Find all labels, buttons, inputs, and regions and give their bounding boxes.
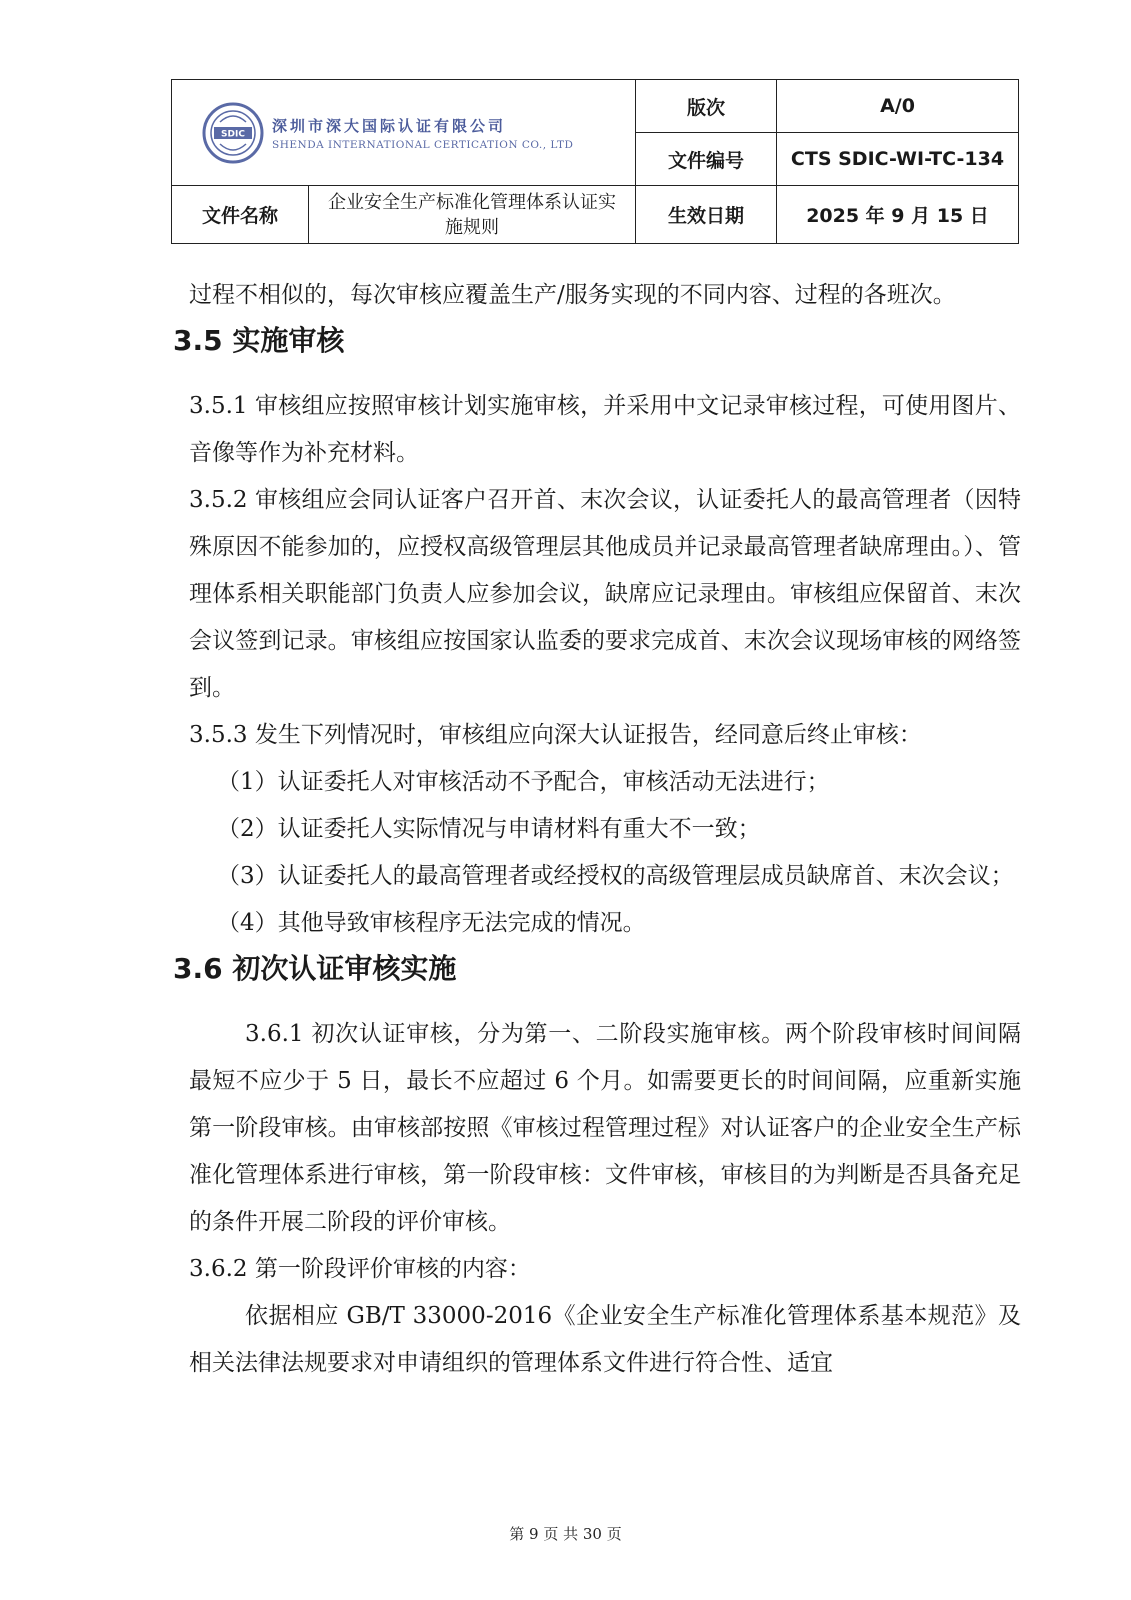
company-name-en: SHENDA INTERNATIONAL CERTICATION CO., LTD: [272, 138, 574, 151]
paragraph-3-6-2-body: 依据相应 GB/T 33000-2016《企业安全生产标准化管理体系基本规范》及相关法律法规要求对申请组织的管理体系文件进行符合性、适宜: [189, 1303, 1021, 1376]
svg-text:SDIC: SDIC: [221, 129, 245, 139]
page-number: 第 9 页 共 30 页: [509, 1525, 622, 1543]
paragraph-3-5-3: 3.5.3 发生下列情况时，审核组应向深大认证报告，经同意后终止审核：: [189, 722, 922, 748]
doc-number-value: CTS SDIC-WI-TC-134: [777, 133, 1019, 186]
list-item-4: （4）其他导致审核程序无法完成的情况。: [217, 910, 646, 936]
doc-name-value: 企业安全生产标准化管理体系认证实施规则: [309, 186, 636, 244]
document-body: [173, 272, 1021, 1387]
doc-name-label: 文件名称: [172, 186, 309, 244]
paragraph-continued: 过程不相似的，每次审核应覆盖生产/服务实现的不同内容、过程的各班次。: [189, 282, 956, 308]
version-label: 版次: [636, 80, 777, 133]
company-logo-cell: [172, 80, 636, 186]
doc-number-label: 文件编号: [636, 133, 777, 186]
document-header-table: [171, 79, 1019, 244]
company-name-cn: 深圳市深大国际认证有限公司: [272, 116, 507, 135]
company-seal-icon: [202, 102, 264, 164]
paragraph-3-5-1: 3.5.1 审核组应按照审核计划实施审核，并采用中文记录审核过程，可使用图片、音像等作为补充材料。: [189, 393, 1021, 466]
section-heading-3-5: 3.5 实施审核: [173, 324, 345, 357]
paragraph-3-6-2: 3.6.2 第一阶段评价审核的内容：: [189, 1256, 531, 1282]
effective-date-value: 2025 年 9 月 15 日: [777, 186, 1019, 244]
paragraph-3-5-2: 3.5.2 审核组应会同认证客户召开首、末次会议，认证委托人的最高管理者（因特殊原因不能参加的，应授权高级管理层其他成员并记录最高管理者缺席理由。）、管理体系相关职能部门负责人应参加会议，缺席应记录理由。审核组应保留首、末次会议签到记录。审核组应按国家认监委的要求完成首、末次会议现场审核的网络签到。: [189, 487, 1021, 701]
section-heading-3-6: 3.6 初次认证审核实施: [173, 952, 457, 985]
list-item-1: （1）认证委托人对审核活动不予配合，审核活动无法进行；: [217, 769, 830, 795]
paragraph-3-6-1: 3.6.1 初次认证审核，分为第一、二阶段实施审核。两个阶段审核时间间隔最短不应少于 5 日，最长不应超过 6 个月。如需要更长的时间间隔，应重新实施第一阶段审核。由审核部按照《审核过程管理过程》对认证客户的企业安全生产标准化管理体系进行审核，第一阶段审核：文件审核，审核目的为判断是否具备充足的条件开展二阶段的评价审核。: [189, 1021, 1021, 1235]
list-item-3: （3）认证委托人的最高管理者或经授权的高级管理层成员缺席首、末次会议；: [217, 863, 1014, 889]
list-item-2: （2）认证委托人实际情况与申请材料有重大不一致；: [217, 816, 761, 842]
version-value: A/0: [777, 80, 1019, 133]
effective-date-label: 生效日期: [636, 186, 777, 244]
